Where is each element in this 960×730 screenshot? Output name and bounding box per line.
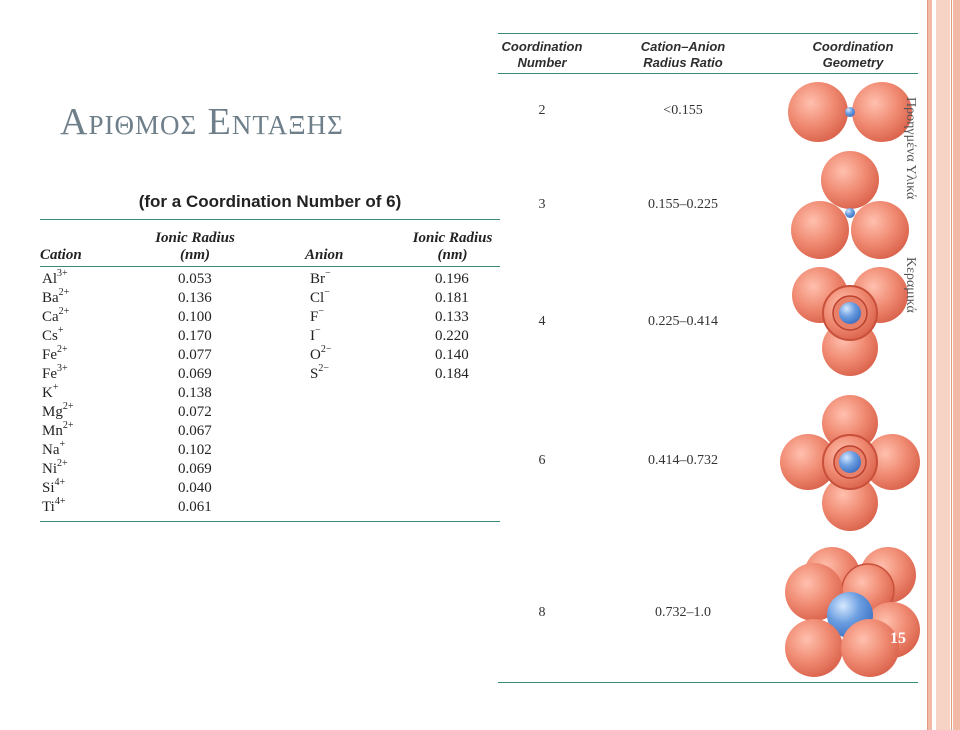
cation-radius: 0.100 [178, 309, 212, 325]
table-row [40, 268, 500, 290]
border-stripe-middle [936, 0, 950, 730]
anion-sphere [788, 82, 848, 142]
coordination-number-cell: 2 [538, 103, 546, 118]
cation-radius: 0.053 [178, 271, 212, 287]
anion-sphere [821, 151, 879, 209]
border-line [951, 0, 952, 730]
anion-ion: $O^{2-}$ [310, 344, 332, 363]
anion-sphere [851, 201, 909, 259]
radius-ratio-cell: 0.414–0.732 [648, 453, 718, 468]
radius-ratio-cell: 0.732–1.0 [655, 605, 711, 620]
cation-radius: 0.077 [178, 347, 212, 363]
geometry-cn2 [788, 82, 912, 142]
geometry-cn6 [780, 395, 920, 531]
cation-sphere [839, 302, 861, 324]
header-number-line2: Number [517, 55, 567, 70]
header-cation-radius-label: Ionic Radius [155, 230, 235, 246]
page-number: 15 [890, 630, 906, 647]
cation-ion: $Ba^{2+}$ [42, 287, 70, 306]
radius-ratio-cell: 0.155–0.225 [648, 197, 718, 212]
geometry-cn8 [785, 547, 920, 677]
table-row [40, 477, 500, 499]
cation-ion: $Ti^{4+}$ [42, 496, 66, 515]
anion-ion: $S^{2-}$ [310, 363, 329, 382]
cation-ion: $Mg^{2+}$ [42, 401, 74, 420]
coordination-number-cell: 4 [538, 314, 546, 329]
table-row [40, 420, 500, 442]
anion-radius: 0.220 [435, 328, 469, 344]
cation-radius: 0.040 [178, 480, 212, 496]
ionic-table-caption: (for a Coordination Number of 6) [138, 192, 402, 211]
slide-title: Αριθμος Ενταξης [60, 101, 344, 143]
header-cation-radius-unit: (nm) [180, 247, 210, 263]
cation-radius: 0.138 [178, 385, 212, 401]
header-ratio-line2: Radius Ratio [643, 55, 723, 70]
header-anion: Anion [305, 247, 344, 263]
coordination-number-cell: 3 [538, 197, 546, 212]
cation-ion: $Mn^{2+}$ [42, 420, 74, 439]
table-row [40, 401, 500, 423]
cation-ion: $Fe^{2+}$ [42, 344, 68, 363]
radius-ratio-cell: 0.225–0.414 [648, 314, 718, 329]
table-row [40, 496, 500, 518]
cation-radius: 0.072 [178, 404, 212, 420]
cation-ion: $Al^{3+}$ [42, 268, 68, 287]
table-row [40, 325, 500, 347]
cation-radius: 0.136 [178, 290, 212, 306]
anion-radius: 0.133 [435, 309, 469, 325]
header-anion-radius [405, 230, 500, 264]
cation-ion: $Ca^{2+}$ [42, 306, 70, 325]
header-cation: Cation [40, 247, 82, 263]
anion-radius: 0.181 [435, 290, 469, 306]
table-row [40, 287, 500, 309]
header-geometry-line2: Geometry [822, 55, 884, 70]
table-row [40, 439, 500, 461]
anion-ion: I− [310, 325, 321, 344]
cation-sphere [839, 451, 861, 473]
anion-sphere [841, 619, 899, 677]
table-rule [498, 33, 918, 34]
table-row [40, 382, 500, 404]
cation-ion: $Fe^{3+}$ [42, 363, 68, 382]
header-number-line1: Coordination [501, 39, 583, 54]
table-rule [40, 219, 500, 220]
cation-radius: 0.069 [178, 366, 212, 382]
table-rule [40, 521, 500, 522]
cation-radius: 0.170 [178, 328, 212, 344]
geometry-cn3 [791, 151, 909, 259]
cation-radius: 0.067 [178, 423, 212, 439]
cation-ion: $Ni^{2+}$ [42, 458, 68, 477]
cation-sphere [845, 208, 855, 218]
geometry-cn4 [792, 267, 908, 376]
table-row [40, 344, 500, 366]
header-coordination-number [498, 39, 586, 71]
table-row [40, 458, 500, 480]
header-radius-ratio [618, 39, 748, 71]
header-anion-radius-unit: (nm) [437, 247, 468, 263]
anion-radius: 0.140 [435, 347, 469, 363]
cation-radius: 0.102 [178, 442, 212, 458]
side-label-ceramics: Κεραμικά [903, 257, 918, 313]
header-coordination-geometry [798, 39, 908, 71]
anion-ion: Cl− [310, 287, 330, 306]
header-cation-radius [150, 230, 240, 264]
anion-radius: 0.196 [435, 271, 469, 287]
table-row [40, 363, 500, 385]
coordination-number-cell: 8 [538, 605, 546, 620]
header-anion-radius-label: Ionic Radius [412, 230, 493, 246]
anion-sphere [791, 201, 849, 259]
cation-ion: Cs+ [42, 325, 64, 344]
cation-ion: K+ [42, 382, 59, 401]
coordination-number-cell: 6 [538, 453, 546, 468]
cation-sphere [845, 107, 855, 117]
radius-ratio-cell: <0.155 [663, 103, 703, 118]
header-ratio-line1: Cation–Anion [640, 39, 726, 54]
cation-radius: 0.061 [178, 499, 212, 515]
cation-ion: Na+ [42, 439, 66, 458]
anion-ion: Br− [310, 268, 331, 287]
side-label-advanced-materials: Προηγμένα Υλικά [903, 97, 918, 200]
anion-radius: 0.184 [435, 366, 469, 382]
anion-ion: F− [310, 306, 324, 325]
table-rule [40, 266, 500, 267]
table-row [40, 306, 500, 328]
cation-radius: 0.069 [178, 461, 212, 477]
header-geometry-line1: Coordination [812, 39, 894, 54]
border-stripe-outer [953, 0, 960, 730]
cation-ion: $Si^{4+}$ [42, 477, 66, 496]
anion-sphere [785, 619, 843, 677]
